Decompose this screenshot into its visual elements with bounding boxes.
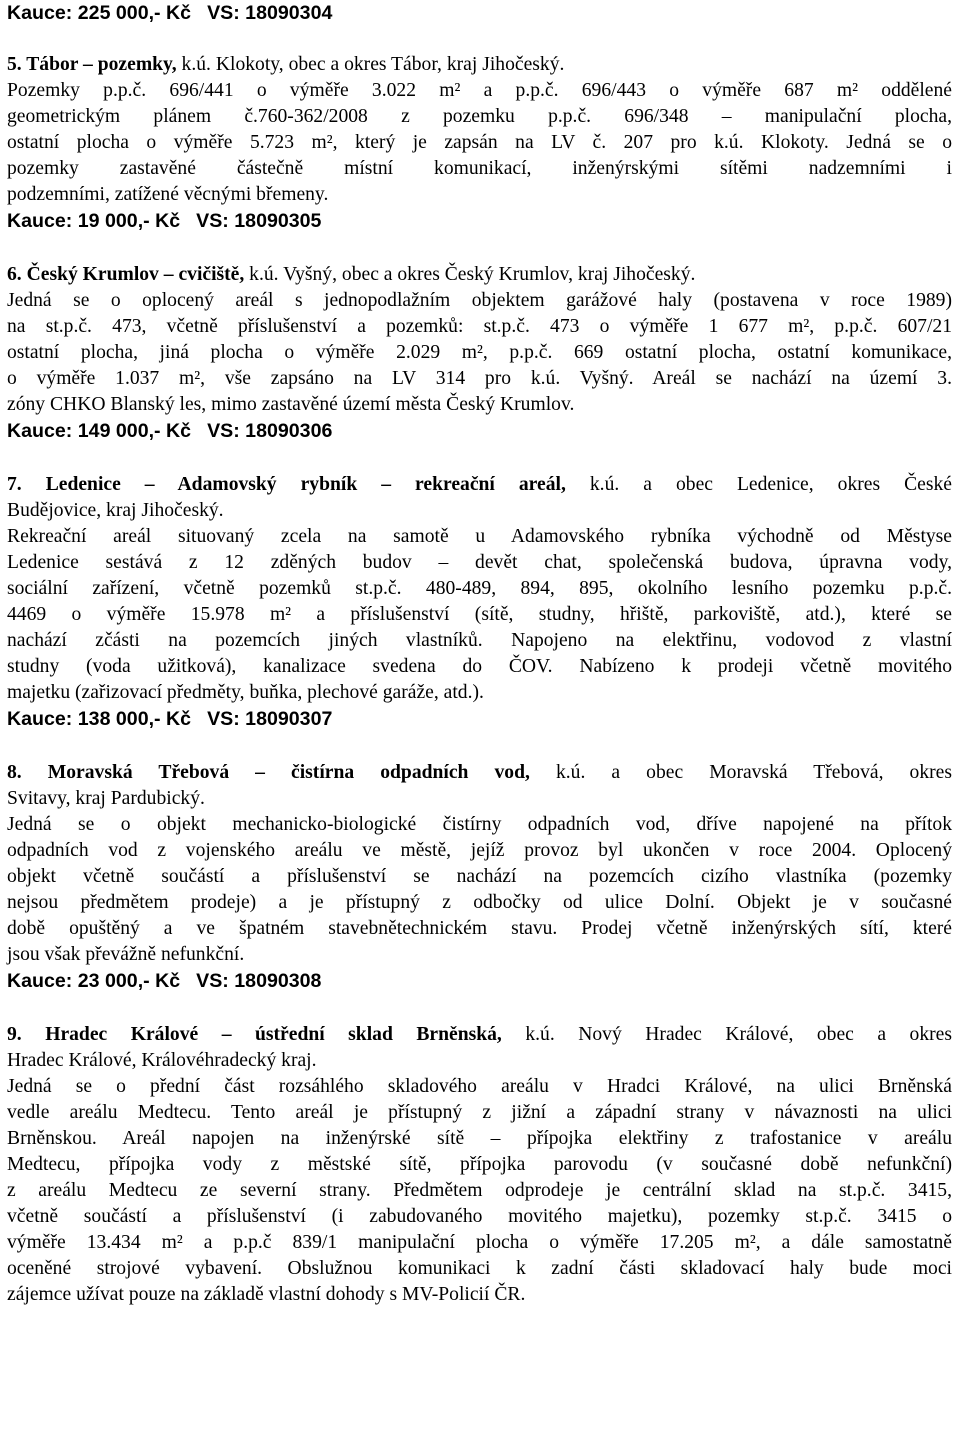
- section-location-cont: Hradec Králové, Královéhradecký kraj.: [7, 1050, 317, 1071]
- section-location: k.ú. a obec Ledenice, okres České: [565, 474, 952, 495]
- paragraph-line: ostatní plocha, jiná plocha o výměře 2.029 m², p.p.č. 669 ostatní plocha, ostatní komunikace,: [7, 342, 952, 363]
- paragraph-line: zájemce užívat pouze na základě vlastní dohody s MV-Policií ČR.: [7, 1284, 526, 1305]
- kauce-amount: Kauce: 149 000,- Kč: [7, 420, 192, 442]
- kauce-line: [7, 0, 952, 26]
- paragraph-line: Jedná se o oplocený areál s jednopodlažním objektem garážové haly (postavena v roce 1989): [7, 290, 952, 311]
- paragraph-line: nachází zčásti na pozemcích jiných vlastníků. Napojeno na elektřinu, vodovod z vlastní: [7, 630, 952, 651]
- section-8: [7, 760, 952, 996]
- section-heading: [7, 760, 952, 786]
- paragraph-line: podzemními, zatížené věcnými břemeny.: [7, 184, 329, 205]
- variable-symbol: VS: 18090308: [196, 970, 322, 992]
- section-location-cont: Budějovice, kraj Jihočeský.: [7, 500, 224, 521]
- kauce-amount: Kauce: 19 000,- Kč: [7, 210, 181, 232]
- paragraph-line: majetku (zařizovací předměty, buňka, plechové garáže, atd.).: [7, 682, 484, 703]
- variable-symbol: VS: 18090306: [207, 420, 333, 442]
- paragraph-line: Medtecu, přípojka vody z městské sítě, přípojka parovodu (v současné době nefunkční): [7, 1154, 952, 1175]
- kauce-line: [7, 706, 952, 734]
- kauce-amount: Kauce: 23 000,- Kč: [7, 970, 181, 992]
- section-heading: [7, 1022, 952, 1048]
- paragraph-line: z areálu Medtecu ze severní strany. Předmětem odprodeje je centrální sklad na st.p.č. 3415,: [7, 1180, 952, 1201]
- section-title: 5. Tábor – pozemky,: [7, 54, 177, 75]
- variable-symbol: VS: 18090304: [207, 2, 333, 24]
- section-location: k.ú. Klokoty, obec a okres Tábor, kraj Jihočeský.: [176, 54, 565, 75]
- paragraph-line: geometrickým plánem č.760-362/2008 z pozemku p.p.č. 696/348 – manipulační plocha,: [7, 106, 952, 127]
- paragraph-line: Pozemky p.p.č. 696/441 o výměře 3.022 m² a p.p.č. 696/443 o výměře 687 m² oddělené: [7, 80, 952, 101]
- kauce-line: [7, 208, 952, 236]
- paragraph-line: pozemky zastavěné částečně místní komunikací, inženýrskými sítěmi nadzemními i: [7, 158, 952, 179]
- paragraph-line: o výměře 1.037 m², vše zapsáno na LV 314 pro k.ú. Vyšný. Areál se nachází na území 3.: [7, 368, 952, 389]
- paragraph-line: objekt včetně součástí a příslušenství se nachází na pozemcích cizího vlastníka (pozemky: [7, 866, 952, 887]
- paragraph-line: oceněné strojové vybavení. Obslužnou komunikaci k zadní části skladovací haly bude moci: [7, 1258, 952, 1279]
- paragraph-line: odpadních vod z vojenského areálu ve městě, jejíž provoz byl ukončen v roce 2004. Oplocený: [7, 840, 952, 861]
- section-5: [7, 52, 952, 236]
- section-heading: [7, 472, 952, 498]
- kauce-amount: Kauce: 225 000,- Kč: [7, 2, 192, 24]
- paragraph-line: jsou však převážně nefunkční.: [7, 944, 245, 965]
- variable-symbol: VS: 18090305: [196, 210, 322, 232]
- section-title: 7. Ledenice – Adamovský rybník – rekreační areál,: [7, 474, 566, 495]
- paragraph-line: na st.p.č. 473, včetně příslušenství a pozemků: st.p.č. 473 o výměře 1 677 m², p.p.č. 607/21: [7, 316, 952, 337]
- paragraph-line: studny (voda užitková), kanalizace svedena do ČOV. Nabízeno k prodeji včetně movitého: [7, 656, 952, 677]
- paragraph-line: Brněnskou. Areál napojen na inženýrské sítě – přípojka elektřiny z trafostanice v areálu: [7, 1128, 952, 1149]
- paragraph-line: nejsou předmětem prodeje) a je přístupný z odbočky od ulice Dolní. Objekt je v současné: [7, 892, 952, 913]
- paragraph-line: včetně součástí a příslušenství (i zabudovaného movitého majetku), pozemky st.p.č. 3415 o: [7, 1206, 952, 1227]
- paragraph-line: sociální zařízení, včetně pozemků st.p.č. 480-489, 894, 895, okolního lesního pozemku p.p.č.: [7, 578, 952, 599]
- paragraph-line: vedle areálu Medtecu. Tento areál je přístupný z jižní a západní strany v návaznosti na ulici: [7, 1102, 952, 1123]
- kauce-amount: Kauce: 138 000,- Kč: [7, 708, 192, 730]
- paragraph-line: výměře 13.434 m² a p.p.č 839/1 manipulační plocha o výměře 17.205 m², a dále samostatně: [7, 1232, 952, 1253]
- section-location: k.ú. a obec Moravská Třebová, okres: [529, 762, 952, 783]
- paragraph-line: zóny CHKO Blanský les, mimo zastavěné území města Český Krumlov.: [7, 394, 575, 415]
- section-9: [7, 1022, 952, 1308]
- section-title: 9. Hradec Králové – ústřední sklad Brněnská,: [7, 1024, 502, 1045]
- section-6: [7, 262, 952, 446]
- paragraph-line: 4469 o výměře 15.978 m² a příslušenství (sítě, studny, hřiště, parkoviště, atd.), které se: [7, 604, 952, 625]
- paragraph-line: Jedná se o objekt mechanicko-biologické čistírny odpadních vod, dříve napojené na přítok: [7, 814, 952, 835]
- section-location: k.ú. Vyšný, obec a okres Český Krumlov, kraj Jihočeský.: [244, 264, 696, 285]
- section-7: [7, 472, 952, 734]
- section-location-cont: Svitavy, kraj Pardubický.: [7, 788, 205, 809]
- section-location: k.ú. Nový Hradec Králové, obec a okres: [501, 1024, 952, 1045]
- kauce-line: [7, 968, 952, 996]
- paragraph-line: Rekreační areál situovaný zcela na samotě u Adamovského rybníka východně od Městyse: [7, 526, 952, 547]
- kauce-line: [7, 418, 952, 446]
- paragraph-line: Jedná se o přední část rozsáhlého skladového areálu v Hradci Králové, na ulici Brněnská: [7, 1076, 952, 1097]
- paragraph-line: době opuštěný a ve špatném stavebnětechnickém stavu. Prodej včetně inženýrských sítí, které: [7, 918, 952, 939]
- section-title: 6. Český Krumlov – cvičiště,: [7, 264, 245, 285]
- section-heading: [7, 52, 952, 78]
- section-title: 8. Moravská Třebová – čistírna odpadních vod,: [7, 762, 530, 783]
- paragraph-line: ostatní plocha o výměře 5.723 m², který je zapsán na LV č. 207 pro k.ú. Klokoty. Jedná se o: [7, 132, 952, 153]
- variable-symbol: VS: 18090307: [207, 708, 333, 730]
- section-heading: [7, 262, 952, 288]
- paragraph-line: Ledenice sestává z 12 zděných budov – devět chat, společenská budova, úpravna vody,: [7, 552, 952, 573]
